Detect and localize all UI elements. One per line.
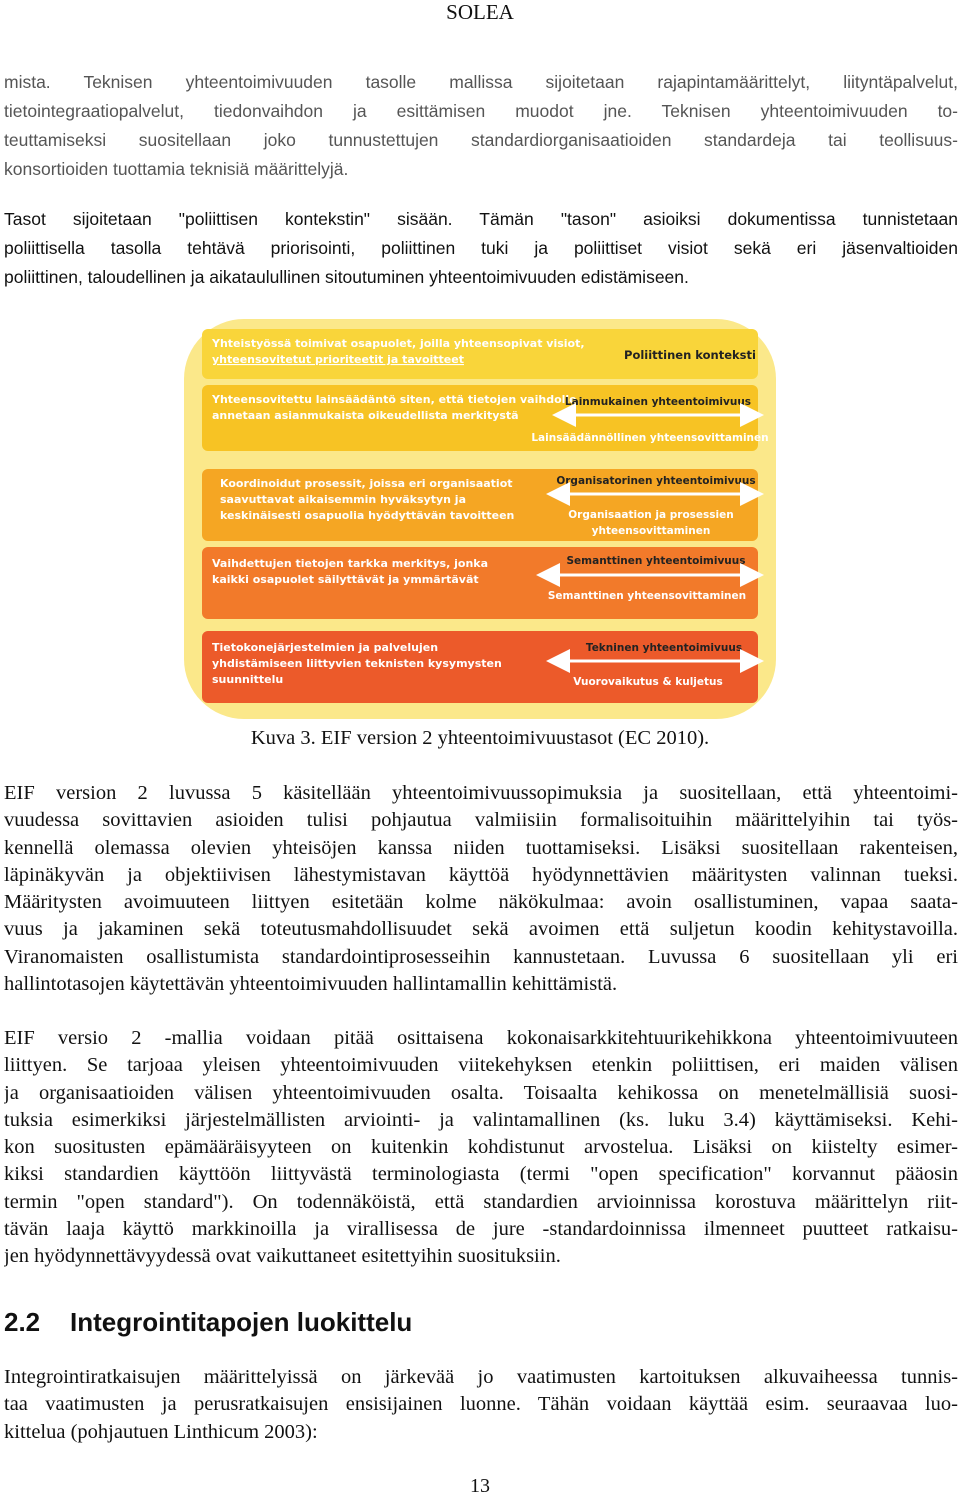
text-line: tietointegraatiopalvelut, tiedonvaihdon ja esittämisen muodot jne. Teknisen yhteentoimivuuden to- [4,101,958,121]
layer-description-line: yhteensovitetut prioriteetit ja tavoitteet [212,353,464,366]
paragraph-eif-assessment [4,1025,958,1271]
layer-description-line: keskinäisesti osapuolia hyödyttävän tavoitteen [220,509,515,522]
text-line: konsortioiden tuottamia teknisiä määrittelyjä. [4,159,349,179]
text-line: jen hyödynnettävyydessä ovat vaikuttaneet esitettyihin suosituksiin. [4,1245,561,1268]
layer-subtitle: Lainsäädännöllinen yhteensovittaminen [531,432,769,444]
layer-subtitle: Vuorovaikutus & kuljetus [573,676,723,688]
layer-description-line: Vaihdettujen tietojen tarkka merkitys, jonka [212,557,489,570]
paragraph-technical-level [4,68,958,184]
layer-subtitle: Organisaation ja prosessien [568,509,734,521]
text-line: taa vaatimusten ja perusratkaisujen ensisijainen luonne. Tähän voidaan käyttää esim. seuraavaa luo- [4,1393,958,1416]
layer-title: Semanttinen yhteentoimivuus [566,555,746,567]
text-line: teuttamiseksi suositellaan joko tunnustettujen standardiorganisaatioiden standardeja tai teollisuus- [4,130,958,150]
text-line: mista. Teknisen yhteentoimivuuden tasolle mallissa sijoitetaan rajapintamäärittelyt, liityntäpalvelut, [4,72,958,92]
text-line: vuudessa sovittavien asioiden tulisi pohjautua valmiisiin formalisoituihin määrittelyihin tai työs- [4,809,958,832]
text-line: hallintotasojen käytettävän yhteentoimivuuden hallintamallin kehittämistä. [4,973,618,996]
text-line: Integrointiratkaisujen määrittelyissä on järkevää jo vaatimusten kartoituksen alkuvaiheessa tunnis- [4,1366,958,1388]
text-line: Tasot sijoitetaan "poliittisen kontekstin" sisään. Tämän "tason" asioiksi dokumentissa tunnistetaan [4,209,958,229]
text-line: liittyen. Se tarjoaa yleisen yhteentoimivuuden viitekehyksen etenkin poliittisen, eri maiden välisen [4,1054,958,1077]
text-line: tuksia esimerkiksi järjestelmällisten arviointi- ja valintamallinen (ks. luku 3.4) käyttämiseksi. Kehi- [4,1108,958,1131]
paragraph-integration-classification [4,1364,958,1446]
section-heading [4,1305,412,1339]
text-line: Määritysten avoimuuteen liittyen esitetään kolme näkökulmaa: avoin osallistuminen, vapaa saata- [4,891,958,914]
layer-subtitle: Semanttinen yhteensovittaminen [547,590,747,602]
running-header: SOLEA [446,0,514,24]
text-line: kon suositusten epämääräisyyteen on kuitenkin kohdistunut arvostelua. Lisäksi on kiistelty esimer- [4,1136,958,1159]
text-line: EIF version 2 luvussa 5 käsitellään yhteentoimivuussopimuksia ja suositellaan, että yhteentoimi- [4,782,958,804]
layer-description-line: suunnittelu [212,673,284,686]
text-line: kiksi standardien käyttöön liittyvästä terminologiasta (termi "open specification" korvannut pääosin [4,1163,958,1186]
text-line: termin "open standard"). On todennäköistä, että standardien arvioinnissa korostuva määrittelyn riit- [4,1190,958,1213]
layer-description-line: saavuttavat aikaisemmin hyväksytyn ja [220,493,466,506]
layer-description-line: kaikki osapuolet säilyttävät ja ymmärtävät [212,573,479,586]
text-line: poliittisella tasolla tehtävä priorisointi, poliittinen tuki ja poliittiset visiot sekä eri jäsenvaltioiden [4,238,958,258]
layer-subtitle: yhteensovittaminen [591,525,711,537]
page-number: 13 [470,1475,490,1497]
paragraph-political-context [4,205,958,292]
text-line: Viranomaisten osallistumista standardointiprosesseihin kannustetaan. Luvussa 6 suositellaan yli eri [4,945,958,968]
eif-interoperability-levels-figure [184,319,776,719]
layer-description-line: Tietokonejärjestelmien ja palvelujen [212,641,439,654]
text-line: tävän laaja käyttö markkinoilla ja virallisessa de jure -standardoinnissa ilmenneet puutteet ratkaisu- [4,1218,958,1241]
layer-title: Tekninen yhteentoimivuus [585,642,743,654]
text-line: poliittinen, taloudellinen ja aikataulullinen sitoutuminen yhteentoimivuuden edistämiseen. [4,267,689,287]
section-title: Integrointitapojen luokittelu [70,1307,413,1337]
layer-title: Poliittinen konteksti [624,348,756,362]
figure-caption: Kuva 3. EIF version 2 yhteentoimivuustasot (EC 2010). [250,727,710,749]
text-line: EIF versio 2 -mallia voidaan pitää osittaisena kokonaisarkkitehtuurikehikkona yhteentoimivuuteen [4,1027,958,1049]
text-line: läpinäkyvän ja objektiivisen lähestymistavan käyttöä hyödynnettävien määritysten valinnan tueksi. [4,863,958,886]
layer-title: Organisatorinen yhteentoimivuus [556,475,756,487]
text-line: kittelua (pohjautuen Linthicum 2003): [4,1420,318,1443]
layer-description-line: annetaan asianmukaista oikeudellista merkitystä [212,409,519,422]
text-line: ja organisaatioiden välisen yhteentoimivuuden osalta. Toisaalta kehikossa on menetelmällisiä suosi- [4,1081,958,1104]
layer-description-line: Yhteistyössä toimivat osapuolet, joilla yhteensopivat visiot, [212,337,585,350]
text-line: kennellä olemassa olevien yhteisöjen kanssa niiden tuottamiseksi. Lisäksi suositellaan rakenteisen, [4,836,958,859]
layer-title: Lainmukainen yhteentoimivuus [564,396,752,408]
text-line: vuus ja jakaminen sekä toteutusmahdollisuudet sekä avoimen että suljetun koodin kehitystavoilla. [4,918,958,941]
layer-description-line: yhdistämiseen liittyvien teknisten kysymysten [212,657,502,670]
paragraph-eif-chapter-5 [4,780,958,998]
section-number: 2.2 [4,1307,41,1337]
layer-description-line: Koordinoidut prosessit, joissa eri organisaatiot [220,477,513,490]
layer-description-line: Yhteensovitettu lainsäädäntö siten, että tietojen vaihdolle [212,393,577,406]
